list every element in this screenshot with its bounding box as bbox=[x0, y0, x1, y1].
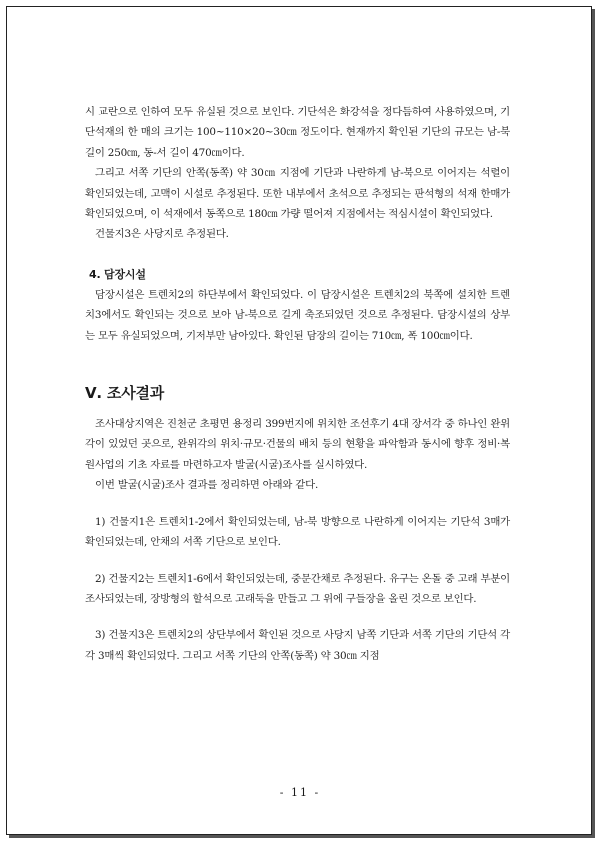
document-body bbox=[85, 102, 510, 666]
paragraph: 건물지3은 사당지로 추정된다. bbox=[95, 228, 229, 241]
page-number: - 11 - bbox=[279, 786, 321, 799]
section-heading: 4. 담장시설 bbox=[89, 267, 146, 281]
paragraph: 담장시설은 트렌치2의 하단부에서 확인되었다. 이 담장시설은 트렌치2의 북쪽에 설치한 트렌치3에서도 확인되는 것으로 보아 남-북으로 길게 축조되었던 것으로 추정된다. 담장시설의 상부는 모두 유실되었으며, 기저부만 남아있다. 확인된 담장의 길이는 710㎝, 폭 100㎝이다. bbox=[85, 288, 510, 342]
paragraph: 조사대상지역은 진천군 초평면 용정리 399번지에 위치한 조선후기 4대 장서각 중 하나인 완위각이 있었던 곳으로, 완위각의 위치·규모·건물의 배치 등의 현황을 파악함과 동시에 향후 정비·복원사업의 기초 자료를 마련하고자 발굴(시굴)조사를 실시하였다. bbox=[85, 418, 510, 471]
chapter-heading: Ⅴ. 조사결과 bbox=[85, 384, 165, 403]
paragraph: 그리고 서쪽 기단의 안쪽(동쪽) 약 30㎝ 지점에 기단과 나란하게 남-북으로 이어지는 석렬이 확인되었는데, 고맥이 시설로 추정된다. 또한 내부에서 초석으로 추정되는 판석형의 석재 한매가 확인되었으며, 이 석재에서 동쪽으로 180㎝ 가량 떨어져 지점에서는 적심시설이 확인되었다. bbox=[85, 167, 510, 221]
list-item: 2) 건물지2는 트렌치1-6에서 확인되었는데, 중문간채로 추정된다. 유구는 온돌 중 고래 부분이 조사되었는데, 장방형의 할석으로 고래둑을 만들고 그 위에 구들장을 올린 것으로 보인다. bbox=[85, 572, 510, 605]
paragraph: 이번 발굴(시굴)조사 결과를 정리하면 아래와 같다. bbox=[95, 479, 319, 492]
list-item: 1) 건물지1은 트렌치1-2에서 확인되었는데, 남-북 방향으로 나란하게 이어지는 기단석 3매가 확인되었는데, 안채의 서쪽 기단으로 보인다. bbox=[85, 515, 510, 549]
paragraph: 시 교란으로 인하여 모두 유실된 것으로 보인다. 기단석은 화강석을 정다듬하여 사용하였으며, 기단석재의 한 매의 크기는 100~110×20~30㎝ 정도이다. 현재까지 확인된 기단의 규모는 남-북 길이 250㎝, 동-서 길이 470㎝이다. bbox=[85, 106, 510, 159]
list-item: 3) 건물지3은 트렌치2의 상단부에서 확인된 것으로 사당지 남쪽 기단과 서쪽 기단의 기단석 각각 3매씩 확인되었다. 그리고 서쪽 기단의 안쪽(동쪽) 약 30㎝ 지점 bbox=[85, 629, 510, 662]
